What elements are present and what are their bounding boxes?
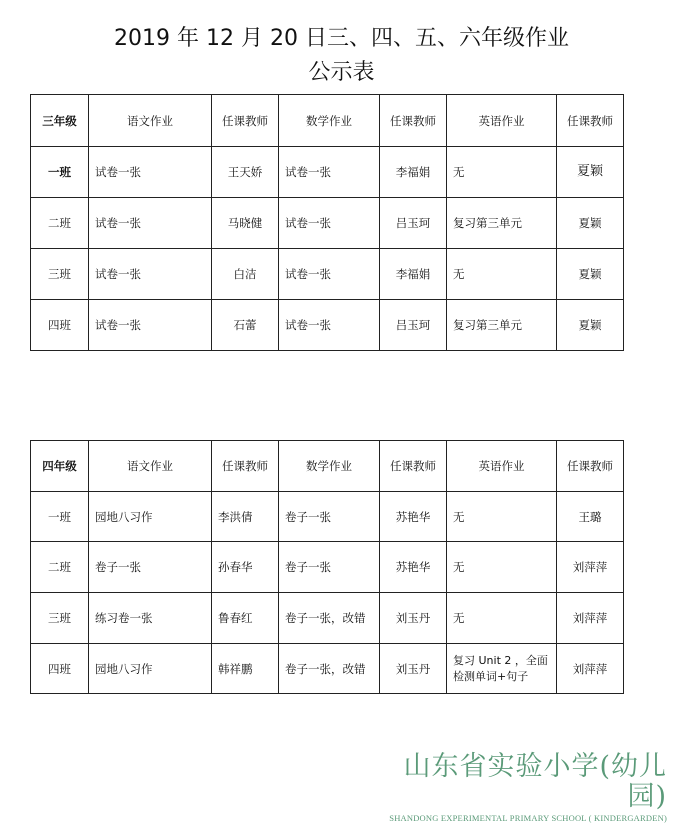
math-teacher-cell: 李福娟 (380, 147, 447, 198)
class-cell: 四班 (31, 644, 89, 694)
english-homework-cell: 无 (447, 249, 557, 300)
chinese-homework-cell: 卷子一张 (89, 542, 212, 593)
math-homework-cell: 试卷一张 (279, 147, 380, 198)
class-cell: 一班 (31, 492, 89, 542)
grade-label: 四年级 (31, 441, 89, 492)
chinese-homework-cell: 练习卷一张 (89, 593, 212, 644)
math-homework-cell: 试卷一张 (279, 198, 380, 249)
english-teacher-cell: 夏颖 (557, 249, 624, 300)
english-teacher-cell: 夏颖 (557, 198, 624, 249)
english-teacher-cell: 刘萍萍 (557, 644, 624, 694)
grade4-homework-table (30, 440, 624, 694)
math-homework-cell: 卷子一张 (279, 492, 380, 542)
math-teacher-cell: 苏艳华 (380, 542, 447, 593)
english-teacher-cell: 夏颖 (557, 147, 624, 198)
english-homework-cell: 复习第三单元 (447, 198, 557, 249)
table-row (31, 492, 624, 542)
header-english-teacher: 任课教师 (557, 95, 624, 147)
class-cell: 二班 (31, 198, 89, 249)
english-homework-cell: 无 (447, 147, 557, 198)
chinese-teacher-cell: 石蕾 (212, 300, 279, 351)
math-homework-cell: 试卷一张 (279, 300, 380, 351)
english-homework-cell: 无 (447, 542, 557, 593)
english-homework-cell: 复习 Unit 2 ，全面检测单词+句子 (447, 644, 557, 694)
table-row (31, 198, 624, 249)
english-teacher-cell: 王璐 (557, 492, 624, 542)
english-teacher-cell: 夏颖 (557, 300, 624, 351)
page-title: 2019 年 12 月 20 日三、四、五、六年级作业 (114, 26, 569, 51)
math-teacher-cell: 苏艳华 (380, 492, 447, 542)
table-row (31, 249, 624, 300)
chinese-homework-cell: 试卷一张 (89, 198, 212, 249)
english-teacher-cell: 刘萍萍 (557, 542, 624, 593)
chinese-homework-cell: 试卷一张 (89, 147, 212, 198)
table-row (31, 593, 624, 644)
header-math-homework: 数学作业 (279, 95, 380, 147)
chinese-teacher-cell: 孙春华 (212, 542, 279, 593)
school-name-chinese: 山东省实验小学(幼儿园) (403, 751, 667, 812)
class-cell: 三班 (31, 593, 89, 644)
math-teacher-cell: 李福娟 (380, 249, 447, 300)
chinese-teacher-cell: 马晓健 (212, 198, 279, 249)
class-cell: 三班 (31, 249, 89, 300)
table-row (31, 644, 624, 694)
english-homework-cell: 无 (447, 593, 557, 644)
english-homework-cell: 复习第三单元 (447, 300, 557, 351)
header-chinese-homework: 语文作业 (89, 441, 212, 492)
grade3-homework-table (30, 94, 624, 351)
chinese-homework-cell: 试卷一张 (89, 300, 212, 351)
math-homework-cell: 试卷一张 (279, 249, 380, 300)
table-header-row (31, 95, 624, 147)
english-homework-cell: 无 (447, 492, 557, 542)
chinese-teacher-cell: 王天娇 (212, 147, 279, 198)
math-teacher-cell: 刘玉丹 (380, 593, 447, 644)
math-teacher-cell: 刘玉丹 (380, 644, 447, 694)
table-row (31, 147, 624, 198)
chinese-teacher-cell: 李洪倩 (212, 492, 279, 542)
header-english-teacher: 任课教师 (557, 441, 624, 492)
school-name-english: SHANDONG EXPERIMENTAL PRIMARY SCHOOL ( KINDERGARDEN) (389, 813, 667, 823)
chinese-teacher-cell: 白洁 (212, 249, 279, 300)
chinese-homework-cell: 试卷一张 (89, 249, 212, 300)
grade-label: 三年级 (31, 95, 89, 147)
header-chinese-homework: 语文作业 (89, 95, 212, 147)
class-cell: 一班 (31, 147, 89, 198)
math-homework-cell: 卷子一张，改错 (279, 644, 380, 694)
class-cell: 二班 (31, 542, 89, 593)
header-english-homework: 英语作业 (447, 441, 557, 492)
math-homework-cell: 卷子一张 (279, 542, 380, 593)
chinese-homework-cell: 园地八习作 (89, 644, 212, 694)
table-row (31, 300, 624, 351)
math-teacher-cell: 吕玉珂 (380, 198, 447, 249)
class-cell: 四班 (31, 300, 89, 351)
header-chinese-teacher: 任课教师 (212, 441, 279, 492)
math-homework-cell: 卷子一张，改错 (279, 593, 380, 644)
english-teacher-cell: 刘萍萍 (557, 593, 624, 644)
table-row (31, 542, 624, 593)
header-math-teacher: 任课教师 (380, 95, 447, 147)
chinese-teacher-cell: 韩祥鹏 (212, 644, 279, 694)
math-teacher-cell: 吕玉珂 (380, 300, 447, 351)
chinese-homework-cell: 园地八习作 (89, 492, 212, 542)
header-chinese-teacher: 任课教师 (212, 95, 279, 147)
header-math-teacher: 任课教师 (380, 441, 447, 492)
header-math-homework: 数学作业 (279, 441, 380, 492)
school-watermark (367, 752, 667, 824)
chinese-teacher-cell: 鲁春红 (212, 593, 279, 644)
table-header-row (31, 441, 624, 492)
page-subtitle: 公示表 (308, 60, 375, 85)
header-english-homework: 英语作业 (447, 95, 557, 147)
